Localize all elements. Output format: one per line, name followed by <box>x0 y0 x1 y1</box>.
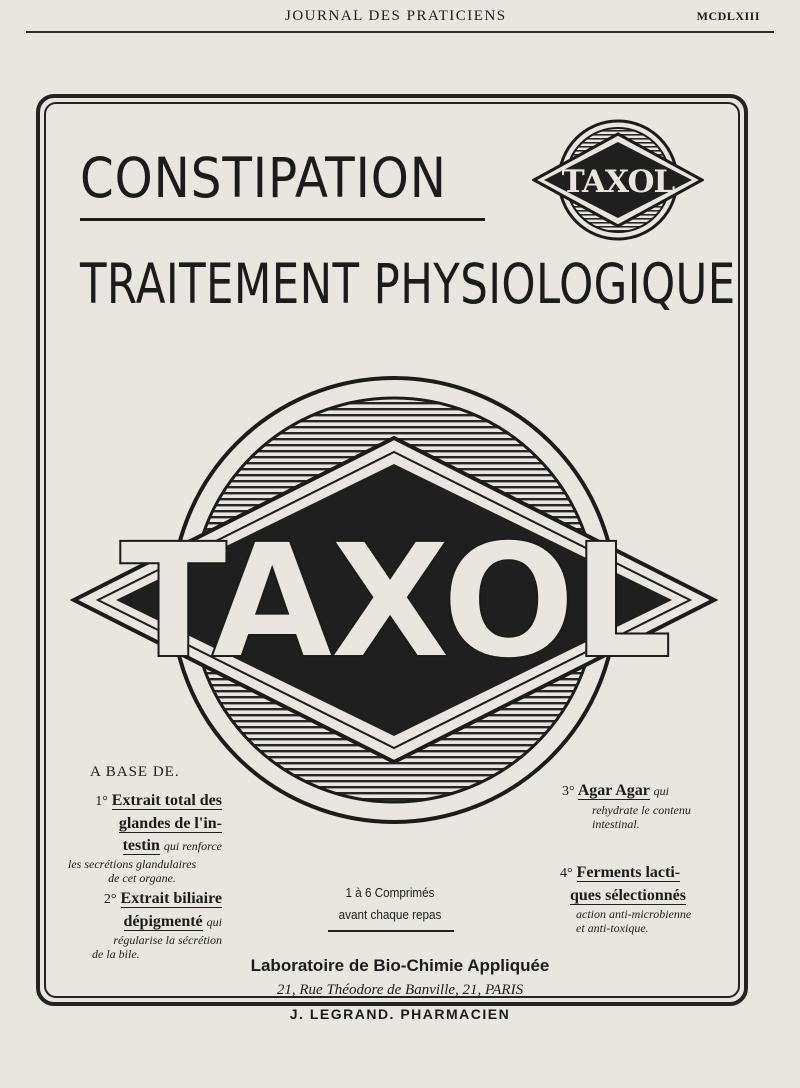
small-logo-text: TAXOL <box>561 164 675 200</box>
ingredient-2-name-line1: Extrait biliaire <box>120 890 222 907</box>
headline-traitement: TRAITEMENT PHYSIOLOGIQUE <box>80 252 736 316</box>
pharmacist-name: J. LEGRAND. PHARMACIEN <box>289 1006 511 1022</box>
ingredient-4-name-line1: Ferments lacti- <box>576 864 681 881</box>
ingredient-1-desc-line2: de cet organe. <box>108 871 176 885</box>
dosage-line2: avant chaque repas <box>338 907 442 922</box>
headline-constipation: CONSTIPATION <box>80 146 447 210</box>
ingredient-4-name-line2: ques sélectionnés <box>570 887 686 904</box>
ingredient-1-desc-inline: qui renforce <box>163 839 222 853</box>
dosage <box>327 882 453 926</box>
headline-underline <box>80 218 485 221</box>
ingredient-2-desc-line2: de la bile. <box>92 947 140 961</box>
ingredient-1-name-line3: testin <box>122 837 160 854</box>
journal-title: JOURNAL DES PRATICIENS <box>285 8 507 24</box>
ingredient-2 <box>62 888 222 961</box>
ingredient-3-number: 3° <box>562 784 575 799</box>
dosage-line1: 1 à 6 Comprimés <box>345 885 435 900</box>
header-rule <box>26 31 774 33</box>
ingredient-1-desc-line1: les secrétions glandulaires <box>68 857 197 871</box>
ingredient-2-name-line2: dépigmenté <box>123 913 203 930</box>
ingredient-3-name-line1: Agar Agar <box>577 782 650 799</box>
ingredient-4-desc-line2: et anti-toxique. <box>576 921 649 935</box>
ingredient-1-name-line1: Extrait total des <box>111 792 222 809</box>
small-taxol-logo <box>532 118 704 244</box>
main-logo-text: TAXOL <box>119 510 669 694</box>
ingredient-4 <box>560 862 730 935</box>
running-head <box>0 8 800 30</box>
ingredient-1-number: 1° <box>95 794 108 809</box>
ingredient-2-desc-line1: régularise la sécrétion <box>113 933 222 947</box>
page-number: MCDLXIII <box>696 9 760 23</box>
ingredient-3-desc-line1: rehydrate le contenu <box>592 803 691 817</box>
dosage-underline <box>328 930 454 932</box>
ingredient-2-desc-inline: qui <box>206 915 222 929</box>
ingredient-3-desc-line2: intestinal. <box>592 817 640 831</box>
ingredient-1-name-line2: glandes de l'in- <box>118 815 222 832</box>
ingredient-4-desc-line1: action anti-microbienne <box>576 907 692 921</box>
laboratory-name: Laboratoire de Bio-Chimie Appliquée <box>250 956 550 975</box>
ingredient-4-number: 4° <box>560 866 573 881</box>
ingredient-2-number: 2° <box>103 892 117 907</box>
ingredient-3-desc-inline: qui <box>653 784 669 798</box>
composition-heading: A BASE DE. <box>90 764 180 780</box>
ingredient-3 <box>562 780 722 831</box>
laboratory-address: 21, Rue Théodore de Banville, 21, PARIS <box>276 982 524 998</box>
ingredient-1 <box>62 790 222 885</box>
